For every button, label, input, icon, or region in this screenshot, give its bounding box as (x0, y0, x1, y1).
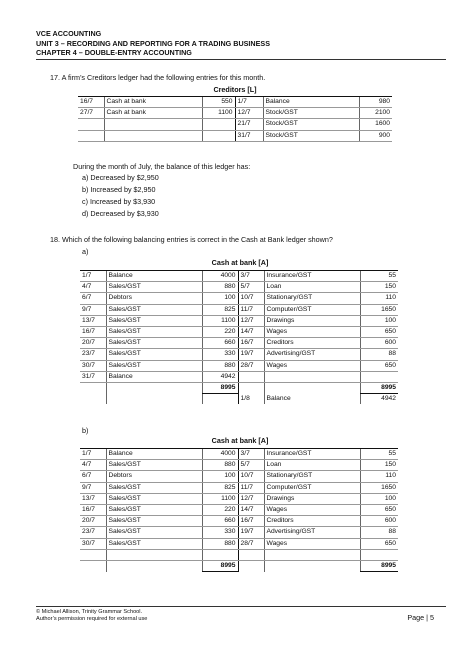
credit-amount: 2100 (359, 108, 392, 119)
ledger-row (80, 327, 398, 338)
ledger-total-row (80, 383, 398, 394)
question-18: 18. Which of the following balancing entries is correct in the Cash at Bank ledger shown? (50, 235, 333, 244)
credit-amount: 110 (360, 293, 398, 304)
debit-date: 23/7 (80, 349, 106, 360)
credit-description: Wages (264, 360, 360, 371)
credit-date: 1/7 (235, 97, 263, 108)
debit-description: Sales/GST (106, 327, 202, 338)
debit-description (106, 394, 202, 405)
debit-amount: 1100 (202, 315, 238, 326)
credit-description: Loan (264, 460, 360, 471)
credit-amount: 980 (359, 97, 392, 108)
debit-amount: 880 (202, 538, 238, 549)
credit-date (238, 549, 264, 560)
debit-date: 1/7 (80, 271, 106, 282)
debit-description (106, 561, 202, 572)
debit-date (80, 549, 106, 560)
debit-date: 16/7 (78, 97, 104, 108)
credit-description (264, 549, 360, 560)
debit-amount: 100 (202, 293, 238, 304)
credit-date: 31/7 (235, 130, 263, 141)
ledger-row (80, 527, 398, 538)
debit-date (78, 130, 104, 141)
credit-date: 3/7 (238, 449, 264, 460)
debit-amount: 550 (202, 97, 235, 108)
debit-amount (202, 119, 235, 130)
debit-description: Debtors (106, 293, 202, 304)
footer-credit (36, 609, 147, 623)
option-b: b) Increased by $2,950 (82, 185, 156, 194)
header-rule (36, 59, 446, 60)
credit-date: 12/7 (238, 493, 264, 504)
credit-amount: 650 (360, 327, 398, 338)
credit-date (238, 561, 264, 572)
creditors-ledger (78, 96, 392, 142)
debit-description (106, 383, 202, 394)
credit-description: Drawings (264, 315, 360, 326)
footer-rule (36, 606, 446, 607)
credit-amount (360, 371, 398, 382)
debit-description: Sales/GST (106, 493, 202, 504)
credit-amount: 100 (360, 315, 398, 326)
debit-date: 4/7 (80, 282, 106, 293)
debit-date: 20/7 (80, 338, 106, 349)
credit-amount: 88 (360, 349, 398, 360)
debit-date: 1/7 (80, 449, 106, 460)
credit-date (238, 383, 264, 394)
part-a-label: a) (82, 247, 89, 256)
credit-date: 12/7 (238, 315, 264, 326)
credit-date: 10/7 (238, 471, 264, 482)
debit-description: Balance (106, 271, 202, 282)
debit-amount: 1100 (202, 108, 235, 119)
option-c: c) Increased by $3,930 (82, 197, 156, 206)
footer-copyright: © Michael Allison, Trinity Grammar School. (36, 609, 143, 615)
credit-amount: 1650 (360, 482, 398, 493)
debit-description: Sales/GST (106, 338, 202, 349)
debit-description: Sales/GST (106, 349, 202, 360)
debit-date: 23/7 (80, 527, 106, 538)
debit-description: Sales/GST (106, 304, 202, 315)
credit-description: Creditors (264, 338, 360, 349)
debit-date (80, 394, 106, 405)
credit-date: 28/7 (238, 538, 264, 549)
cash-ledger-a (80, 270, 398, 404)
ledger-row (80, 371, 398, 382)
credit-date: 14/7 (238, 327, 264, 338)
credit-amount: 150 (360, 460, 398, 471)
credit-description (264, 371, 360, 382)
ledger-total-row (80, 561, 398, 572)
debit-date: 13/7 (80, 493, 106, 504)
ledger-row (80, 349, 398, 360)
credit-description: Stationary/GST (264, 293, 360, 304)
ledger-row (78, 130, 392, 141)
credit-date: 16/7 (238, 338, 264, 349)
debit-date: 6/7 (80, 471, 106, 482)
credit-amount: 600 (360, 516, 398, 527)
debit-date: 6/7 (80, 293, 106, 304)
debit-amount: 880 (202, 360, 238, 371)
credit-amount: 100 (360, 493, 398, 504)
debit-amount (202, 130, 235, 141)
credit-amount: 55 (360, 271, 398, 282)
debit-date (80, 383, 106, 394)
debit-amount: 8995 (202, 561, 238, 572)
debit-date: 9/7 (80, 304, 106, 315)
debit-description: Sales/GST (106, 482, 202, 493)
ledger-row (80, 471, 398, 482)
debit-amount (202, 549, 238, 560)
debit-description: Sales/GST (106, 460, 202, 471)
debit-description: Cash at bank (104, 108, 202, 119)
debit-amount: 660 (202, 338, 238, 349)
debit-description: Sales/GST (106, 516, 202, 527)
credit-date: 16/7 (238, 516, 264, 527)
credit-amount: 650 (360, 360, 398, 371)
debit-description: Sales/GST (106, 538, 202, 549)
credit-description: Balance (264, 394, 360, 405)
ledger-row (80, 394, 398, 405)
credit-date: 11/7 (238, 482, 264, 493)
debit-date: 30/7 (80, 360, 106, 371)
debit-description: Sales/GST (106, 505, 202, 516)
credit-date: 12/7 (235, 108, 263, 119)
ledger-row (80, 360, 398, 371)
debit-description (106, 549, 202, 560)
credit-date: 19/7 (238, 349, 264, 360)
credit-description: Creditors (264, 516, 360, 527)
credit-amount: 650 (360, 538, 398, 549)
credit-amount: 1650 (360, 304, 398, 315)
ledger-row (80, 293, 398, 304)
credit-amount: 55 (360, 449, 398, 460)
credit-description: Stock/GST (263, 119, 359, 130)
ledger-row (80, 315, 398, 326)
debit-description (104, 119, 202, 130)
question-17-prompt: During the month of July, the balance of this ledger has: (73, 162, 251, 171)
debit-date: 4/7 (80, 460, 106, 471)
credit-description: Wages (264, 505, 360, 516)
credit-date: 28/7 (238, 360, 264, 371)
credit-amount: 150 (360, 282, 398, 293)
credit-date: 1/8 (238, 394, 264, 405)
ledger-row (80, 282, 398, 293)
credit-description: Drawings (264, 493, 360, 504)
debit-amount: 330 (202, 527, 238, 538)
ledger-row (80, 271, 398, 282)
credit-amount: 1600 (359, 119, 392, 130)
debit-amount: 8995 (202, 383, 238, 394)
debit-amount: 220 (202, 327, 238, 338)
debit-amount: 825 (202, 304, 238, 315)
credit-date: 3/7 (238, 271, 264, 282)
header-course: VCE ACCOUNTING (36, 29, 102, 38)
debit-description (104, 130, 202, 141)
debit-amount: 880 (202, 282, 238, 293)
ledger-row (78, 119, 392, 130)
credit-amount: 4942 (360, 394, 398, 405)
credit-date: 14/7 (238, 505, 264, 516)
debit-description: Balance (106, 371, 202, 382)
credit-description: Wages (264, 327, 360, 338)
debit-description: Sales/GST (106, 282, 202, 293)
debit-amount: 1100 (202, 493, 238, 504)
credit-description (264, 561, 360, 572)
debit-date (80, 561, 106, 572)
credit-amount: 8995 (360, 561, 398, 572)
header-unit: UNIT 3 – RECORDING AND REPORTING FOR A TRADING BUSINESS (36, 38, 271, 48)
debit-date: 20/7 (80, 516, 106, 527)
credit-amount: 8995 (360, 383, 398, 394)
debit-amount: 220 (202, 505, 238, 516)
debit-date: 16/7 (80, 505, 106, 516)
debit-amount: 4942 (202, 371, 238, 382)
debit-description: Debtors (106, 471, 202, 482)
debit-amount: 330 (202, 349, 238, 360)
credit-date: 5/7 (238, 282, 264, 293)
credit-description (264, 383, 360, 394)
debit-description: Balance (106, 449, 202, 460)
debit-amount: 825 (202, 482, 238, 493)
credit-description: Insurance/GST (264, 449, 360, 460)
debit-amount: 100 (202, 471, 238, 482)
ledger-row (80, 460, 398, 471)
option-d: d) Decreased by $3,930 (82, 209, 159, 218)
header-chapter: CHAPTER 4 – DOUBLE-ENTRY ACCOUNTING (36, 48, 192, 58)
debit-date: 30/7 (80, 538, 106, 549)
debit-amount: 4000 (202, 449, 238, 460)
debit-date: 31/7 (80, 371, 106, 382)
credit-description: Computer/GST (264, 482, 360, 493)
credit-amount: 600 (360, 338, 398, 349)
debit-date: 13/7 (80, 315, 106, 326)
credit-amount: 900 (359, 130, 392, 141)
question-17: 17. A firm’s Creditors ledger had the following entries for this month. (50, 73, 266, 82)
ledger-row (80, 538, 398, 549)
debit-date: 27/7 (78, 108, 104, 119)
footer-permission: Author’s permission required for external use (36, 616, 148, 623)
credit-date: 5/7 (238, 460, 264, 471)
ledger-row (80, 338, 398, 349)
credit-amount: 110 (360, 471, 398, 482)
credit-description: Stock/GST (263, 108, 359, 119)
credit-date: 21/7 (235, 119, 263, 130)
ledger-row (80, 482, 398, 493)
document-header (36, 29, 446, 60)
ledger-row (80, 505, 398, 516)
debit-amount: 660 (202, 516, 238, 527)
credit-date: 19/7 (238, 527, 264, 538)
debit-description: Cash at bank (104, 97, 202, 108)
credit-description: Wages (264, 538, 360, 549)
ledger-row (80, 549, 398, 560)
cash-ledger-b-title: Cash at bank [A] (211, 436, 269, 445)
ledger-row (78, 97, 392, 108)
cash-ledger-b (80, 448, 398, 572)
credit-amount (360, 549, 398, 560)
option-a: a) Decreased by $2,950 (82, 173, 159, 182)
part-b-label: b) (82, 426, 89, 435)
debit-description: Sales/GST (106, 360, 202, 371)
credit-description: Advertising/GST (264, 349, 360, 360)
debit-description: Sales/GST (106, 315, 202, 326)
page-number: Page | 5 (407, 613, 434, 622)
debit-date (78, 119, 104, 130)
credit-date: 11/7 (238, 304, 264, 315)
ledger-row (80, 516, 398, 527)
ledger-row (80, 493, 398, 504)
credit-description: Computer/GST (264, 304, 360, 315)
debit-amount (202, 394, 238, 405)
credit-date: 10/7 (238, 293, 264, 304)
debit-date: 9/7 (80, 482, 106, 493)
credit-description: Advertising/GST (264, 527, 360, 538)
credit-description: Stock/GST (263, 130, 359, 141)
ledger-row (80, 449, 398, 460)
credit-description: Balance (263, 97, 359, 108)
debit-amount: 4000 (202, 271, 238, 282)
debit-amount: 880 (202, 460, 238, 471)
ledger-row (80, 304, 398, 315)
debit-date: 16/7 (80, 327, 106, 338)
credit-amount: 650 (360, 505, 398, 516)
credit-description: Insurance/GST (264, 271, 360, 282)
credit-description: Stationary/GST (264, 471, 360, 482)
credit-date (238, 371, 264, 382)
credit-amount: 88 (360, 527, 398, 538)
creditors-ledger-title: Creditors [L] (213, 85, 257, 94)
credit-description: Loan (264, 282, 360, 293)
debit-description: Sales/GST (106, 527, 202, 538)
ledger-row (78, 108, 392, 119)
cash-ledger-a-title: Cash at bank [A] (211, 258, 269, 267)
